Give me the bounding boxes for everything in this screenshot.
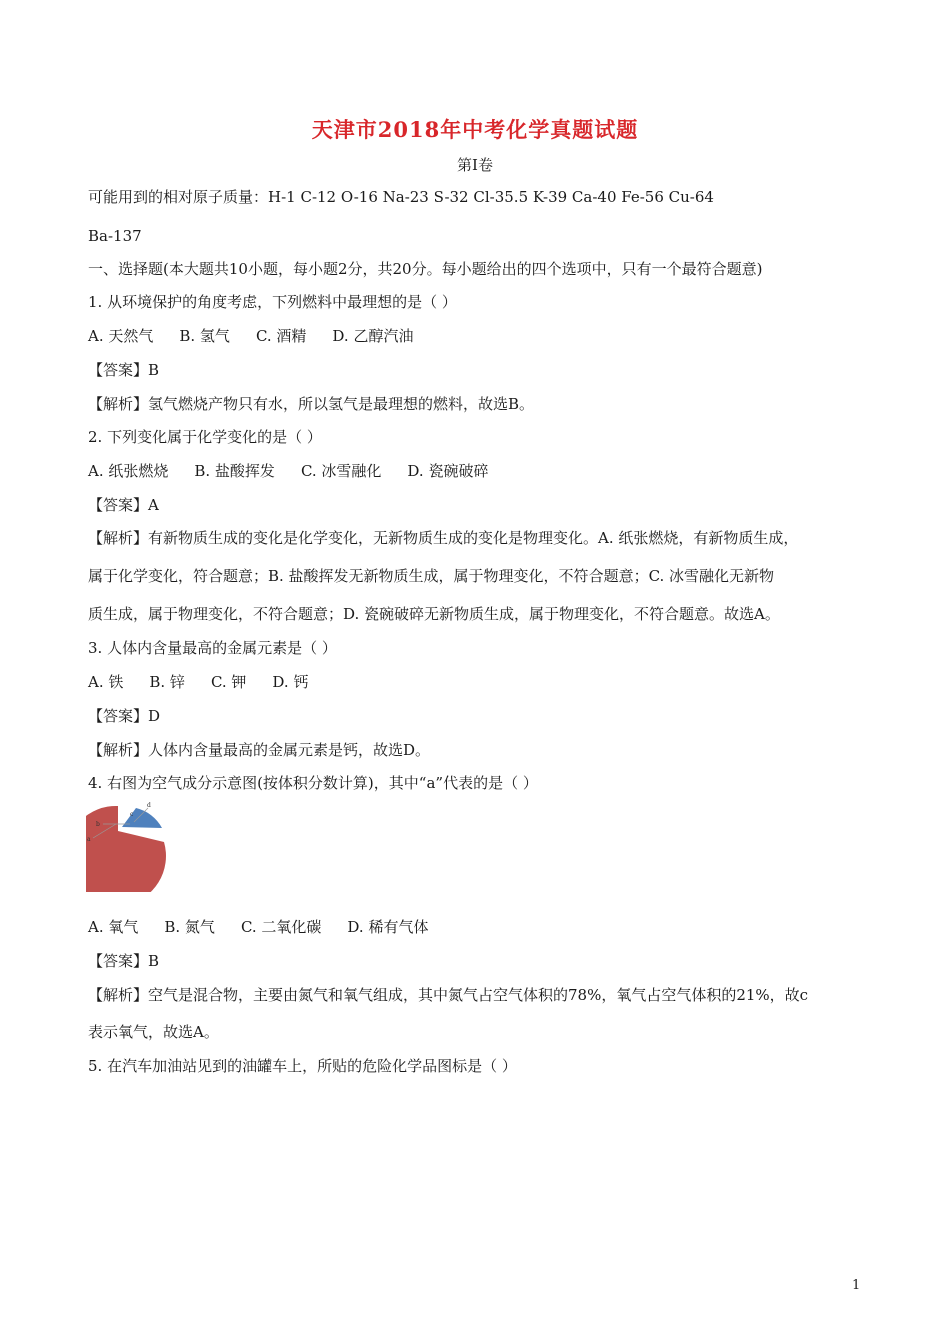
pie-label-c: c <box>130 811 134 818</box>
question-2-analysis-line-2: 属于化学变化，符合题意；B. 盐酸挥发无新物质生成，属于物理变化，不符合题意；C. 冰雪融化无新物 <box>88 567 775 585</box>
page-number: 1 <box>852 1278 861 1293</box>
option-b: B. 盐酸挥发 <box>194 462 275 480</box>
section-heading: 一、选择题(本大题共10小题，每小题2分，共20分。每小题给出的四个选项中，只有一个最符合题意) <box>88 260 763 278</box>
question-3-stem: 3. 人体内含量最高的金属元素是（ ） <box>88 639 337 657</box>
atomic-masses-line-2: Ba-137 <box>88 227 142 245</box>
option-c: C. 冰雪融化 <box>300 462 382 480</box>
question-2-analysis-line-1: 【解析】有新物质生成的变化是化学变化，无新物质生成的变化是物理变化。A. 纸张燃烧，有新物质生成， <box>88 529 799 547</box>
question-4-analysis-line-2: 表示氧气，故选A。 <box>88 1023 219 1041</box>
air-composition-pie-figure <box>86 800 178 892</box>
pie-slice-c <box>122 808 162 828</box>
question-1-options <box>88 326 439 346</box>
option-c: C. 钾 <box>210 673 247 691</box>
question-4-answer: 【答案】B <box>88 952 160 970</box>
question-4-stem: 4. 右图为空气成分示意图(按体积分数计算)，其中“a”代表的是（ ） <box>88 774 538 792</box>
option-d: D. 乙醇汽油 <box>332 327 414 345</box>
option-a: A. 纸张燃烧 <box>88 462 169 480</box>
page-title: 天津市2018年中考化学真题试题 <box>311 117 639 142</box>
option-a: A. 天然气 <box>88 327 154 345</box>
volume-heading: 第Ⅰ卷 <box>457 156 493 174</box>
option-b: B. 氢气 <box>179 327 230 345</box>
pie-label-d: d <box>147 802 151 809</box>
question-3-options <box>88 672 334 692</box>
option-a: A. 氧气 <box>88 918 139 936</box>
option-c: C. 二氧化碳 <box>240 918 322 936</box>
question-2-analysis-line-3: 质生成，属于物理变化，不符合题意；D. 瓷碗破碎无新物质生成，属于物理变化，不符合题意。故选A。 <box>88 605 780 623</box>
question-3-answer: 【答案】D <box>88 707 161 725</box>
question-4-options <box>88 917 454 937</box>
option-a: A. 铁 <box>88 673 124 691</box>
question-2-options <box>88 461 514 481</box>
option-c: C. 酒精 <box>255 327 307 345</box>
question-3-analysis: 【解析】人体内含量最高的金属元素是钙，故选D。 <box>88 741 431 759</box>
atomic-masses-line-1: 可能用到的相对原子质量：H-1 C-12 O-16 Na-23 S-32 Cl-35.5 K-39 Ca-40 Fe-56 Cu-64 <box>88 188 714 206</box>
option-b: B. 锌 <box>149 673 185 691</box>
option-b: B. 氮气 <box>164 918 215 936</box>
question-2-stem: 2. 下列变化属于化学变化的是（ ） <box>88 428 322 446</box>
question-4-analysis-line-1: 【解析】空气是混合物，主要由氮气和氧气组成，其中氮气占空气体积的78%，氧气占空气体积的21%，故c <box>88 986 809 1004</box>
question-1-answer: 【答案】B <box>88 361 160 379</box>
question-2-answer: 【答案】A <box>88 496 159 514</box>
pie-label-a: a <box>87 836 91 843</box>
question-1-stem: 1. 从环境保护的角度考虑，下列燃料中最理想的是（ ） <box>88 293 457 311</box>
option-d: D. 钙 <box>272 673 309 691</box>
option-d: D. 稀有气体 <box>347 918 429 936</box>
option-d: D. 瓷碗破碎 <box>407 462 489 480</box>
question-1-analysis: 【解析】氢气燃烧产物只有水，所以氢气是最理想的燃料，故选B。 <box>88 395 535 413</box>
question-5-stem: 5. 在汽车加油站见到的油罐车上，所贴的危险化学品图标是（ ） <box>88 1057 517 1075</box>
pie-label-b: b <box>96 821 100 828</box>
